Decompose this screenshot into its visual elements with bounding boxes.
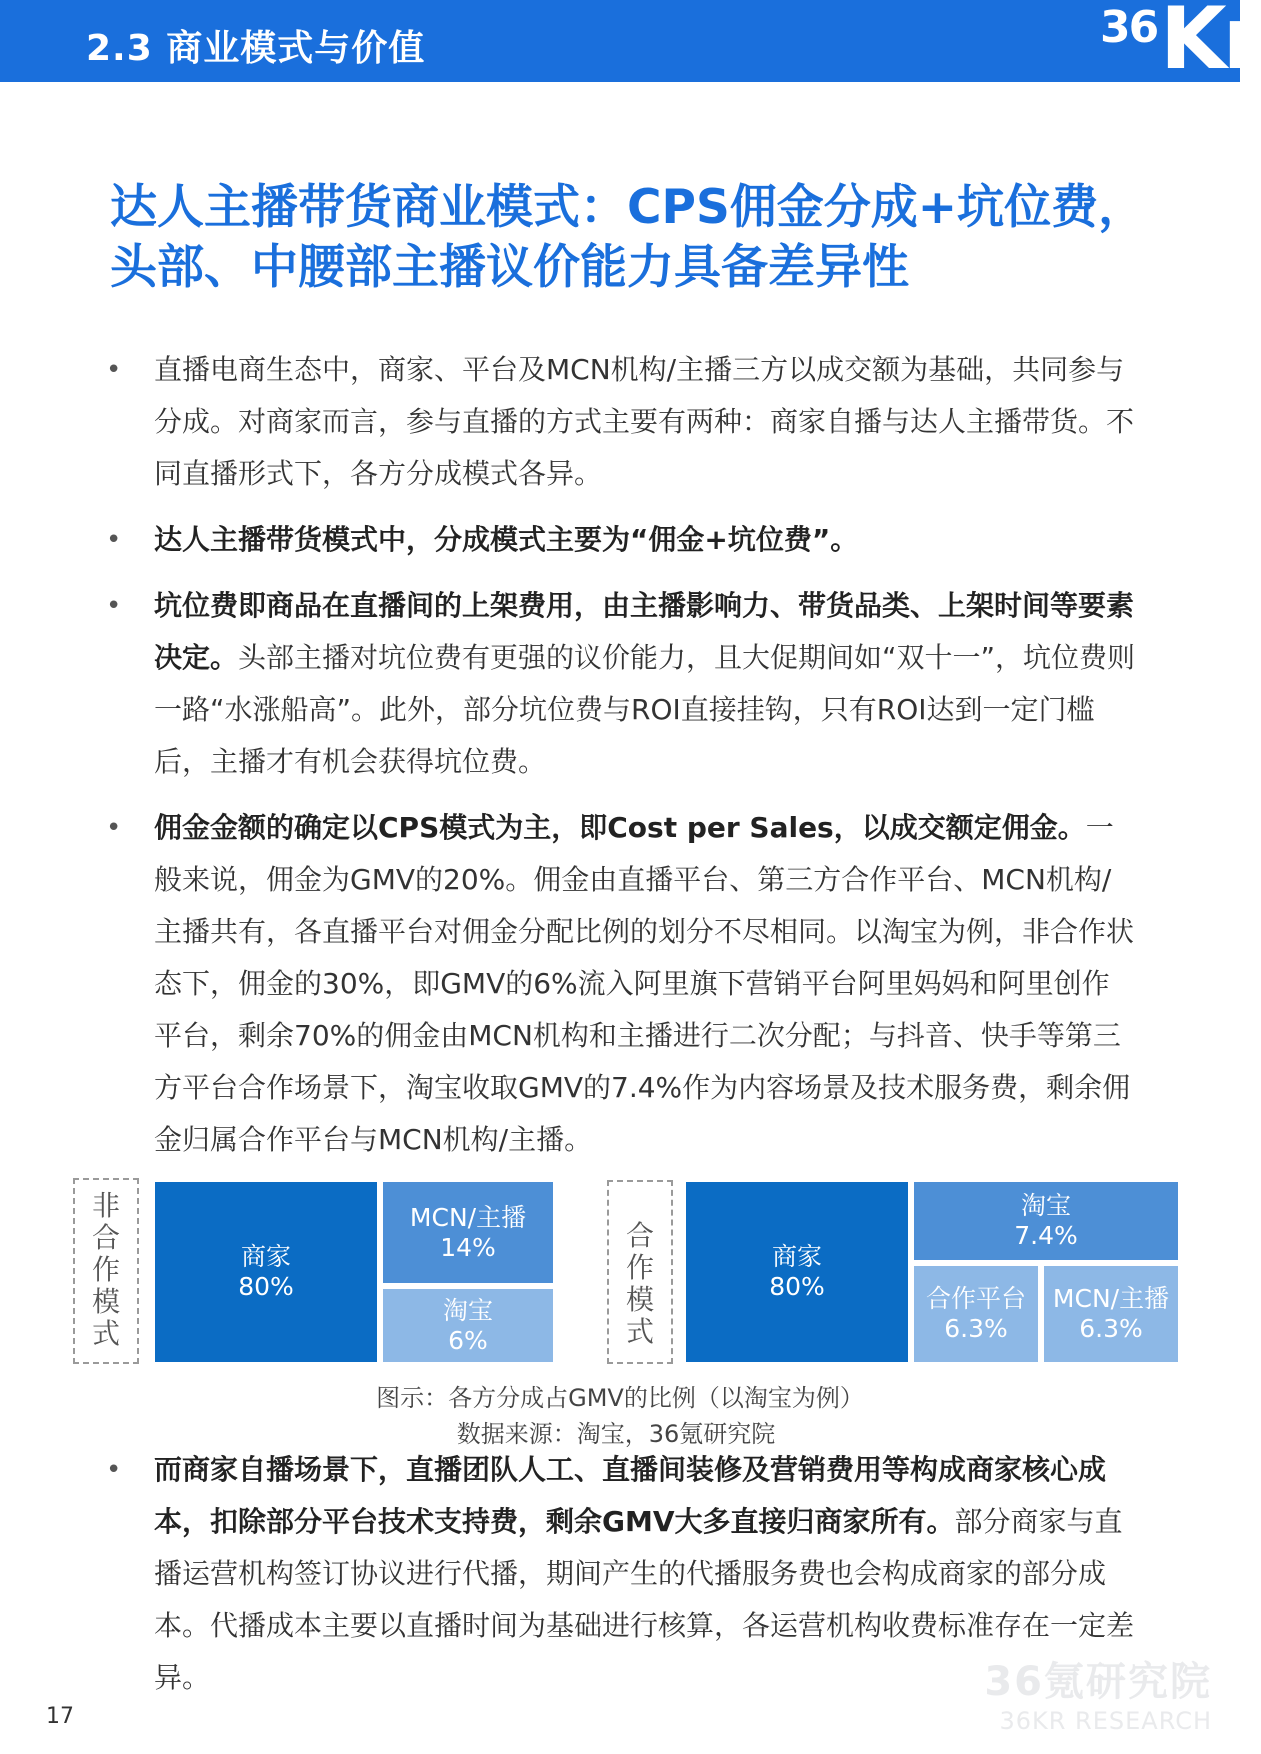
bullet-item <box>106 514 1136 566</box>
mcn-anchor-share-block: MCN/主播 6.3% <box>1044 1266 1178 1362</box>
bullet-item <box>106 344 1136 500</box>
figure-caption: 图示：各方分成占GMV的比例（以淘宝为例） <box>376 1384 864 1412</box>
bullet-text: 坑位费即商品在直播间的上架费用，由主播影响力、带货品类、上架时间等要素决定。头部主播对坑位费有更强的议价能力，且大促期间如“双十一”，坑位费则一路“水涨船高”。此外，部分坑位费与ROI直接挂钩，只有ROI达到一定门槛后，主播才有机会获得坑位费。 <box>154 589 1136 778</box>
taobao-share-block: 淘宝 6% <box>383 1289 553 1362</box>
figure-source: 数据来源：淘宝，36氪研究院 <box>456 1420 776 1448</box>
watermark-line2: 36KR RESEARCH <box>999 1707 1212 1735</box>
bullet-dot-icon: • <box>106 355 122 385</box>
mcn-anchor-share-block: MCN/主播 14% <box>383 1182 553 1283</box>
bullet-text: 直播电商生态中，商家、平台及MCN机构/主播三方以成交额为基础，共同参与分成。对商家而言，参与直播的方式主要有两种：商家自播与达人主播带货。不同直播形式下，各方分成模式各异。 <box>154 353 1135 490</box>
bullet-item <box>106 580 1136 788</box>
page-title: 达人主播带货商业模式：CPS佣金分成+坑位费，头部、中腰部主播议价能力具备差异性 <box>110 180 1146 295</box>
partner-platform-share-block: 合作平台 6.3% <box>914 1266 1038 1362</box>
bullet-text: 达人主播带货模式中，分成模式主要为“佣金+坑位费”。 <box>154 523 859 556</box>
watermark-line1: 36氪研究院 <box>984 1659 1212 1705</box>
bullet-dot-icon: • <box>106 591 122 621</box>
page-number: 17 <box>46 1704 74 1729</box>
cooperation-mode-label: 合 作 模 式 <box>607 1180 673 1364</box>
taobao-share-block: 淘宝 7.4% <box>914 1182 1178 1260</box>
section-title: 2.3 商业模式与价值 <box>86 28 426 69</box>
bullet-text: 佣金金额的确定以CPS模式为主，即Cost per Sales，以成交额定佣金。一般来说，佣金为GMV的20%。佣金由直播平台、第三方合作平台、MCN机构/主播共有，各直播平台对佣金分配比例的划分不尽相同。以淘宝为例，非合作状态下，佣金的30%，即GMV的6%流入阿里旗下营销平台阿里妈妈和阿里创作平台，剩余70%的佣金由MCN机构和主播进行二次分配；与抖音、快手等第三方平台合作场景下，淘宝收取GMV的7.4%作为内容场景及技术服务费，剩余佣金归属合作平台与MCN机构/主播。 <box>154 811 1135 1156</box>
watermark <box>984 1650 1212 1735</box>
non-cooperation-mode-label: 非 合 作 模 式 <box>73 1178 139 1364</box>
bullet-dot-icon: • <box>106 1455 122 1485</box>
logo-36: 36 <box>1100 2 1158 53</box>
bullet-dot-icon: • <box>106 525 122 555</box>
bullet-text: 而商家自播场景下，直播团队人工、直播间装修及营销费用等构成商家核心成本，扣除部分平台技术支持费，剩余GMV大多直接归商家所有。部分商家与直播运营机构签订协议进行代播，期间产生的代播服务费也会构成商家的部分成本。代播成本主要以直播时间为基础进行核算，各运营机构收费标准存在一定差异。 <box>154 1453 1135 1694</box>
brand-logo <box>1090 0 1261 89</box>
bullet-item <box>106 802 1136 1166</box>
bullet-item <box>106 1444 1136 1704</box>
bullet-dot-icon: • <box>106 813 122 843</box>
logo-kr: Kr <box>1160 0 1261 89</box>
merchant-share-block: 商家 80% <box>155 1182 377 1362</box>
page-header <box>0 0 1261 89</box>
merchant-share-block: 商家 80% <box>686 1182 908 1362</box>
